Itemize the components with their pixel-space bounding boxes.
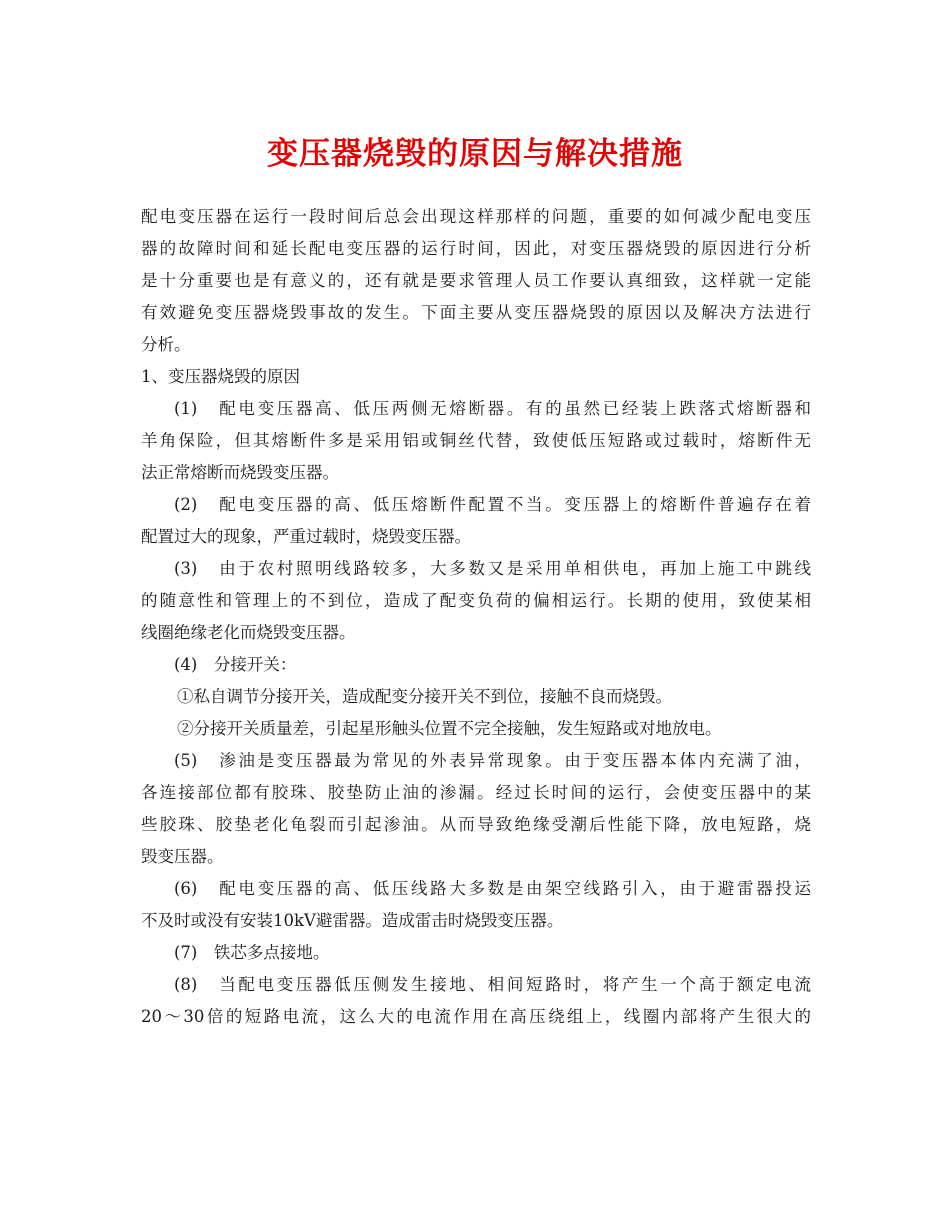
text-line: 20～30倍的短路电流，这么大的电流作用在高压绕组上，线圈内部将产生很大的	[141, 1007, 811, 1026]
text-line: ①私自调节分接开关，造成配变分接开关不到位，接触不良而烧毁。	[177, 687, 672, 706]
text-line: 各连接部位都有胶珠、胶垫防止油的渗漏。经过长时间的运行，会使变压器中的某	[141, 783, 811, 802]
text-line: 线圈绝缘老化而烧毁变压器。	[141, 623, 356, 642]
text-line: 有效避免变压器烧毁事故的发生。下面主要从变压器烧毁的原因以及解决方法进行	[141, 303, 811, 322]
text-line: 法正常熔断而烧毁变压器。	[141, 463, 339, 482]
text-line: 配置过大的现象，严重过载时，烧毁变压器。	[141, 527, 471, 546]
text-line: 不及时或没有安装10kV避雷器。造成雷击时烧毁变压器。	[141, 911, 564, 930]
text-line: (6) 配电变压器的高、低压线路大多数是由架空线路引入，由于避雷器投运	[174, 879, 811, 898]
text-line: (1) 配电变压器高、低压两侧无熔断器。有的虽然已经装上跌落式熔断器和	[174, 399, 811, 418]
text-line: 的随意性和管理上的不到位，造成了配变负荷的偏相运行。长期的使用，致使某相	[141, 591, 811, 610]
document-title: 变压器烧毁的原因与解决措施	[267, 136, 683, 172]
document-body	[141, 201, 811, 1033]
text-line: 羊角保险，但其熔断件多是采用铝或铜丝代替，致使低压短路或过载时，熔断件无	[141, 431, 811, 450]
text-line: 配电变压器在运行一段时间后总会出现这样那样的问题，重要的如何减少配电变压	[141, 207, 811, 226]
text-line: 器的故障时间和延长配电变压器的运行时间，因此，对变压器烧毁的原因进行分析	[141, 239, 811, 258]
text-line: 毁变压器。	[141, 847, 224, 866]
text-line: ②分接开关质量差，引起星形触头位置不完全接触，发生短路或对地放电。	[177, 719, 722, 738]
text-line: (4) 分接开关：	[174, 655, 297, 674]
text-line: (3) 由于农村照明线路较多，大多数又是采用单相供电，再加上施工中跳线	[174, 559, 811, 578]
text-line: 是十分重要也是有意义的，还有就是要求管理人员工作要认真细致，这样就一定能	[141, 271, 811, 290]
text-line: 些胶珠、胶垫老化龟裂而引起渗油。从而导致绝缘受潮后性能下降，放电短路，烧	[141, 815, 811, 834]
text-line: 分析。	[141, 335, 191, 354]
text-line: (8) 当配电变压器低压侧发生接地、相间短路时，将产生一个高于额定电流	[174, 975, 811, 994]
text-line: (7) 铁芯多点接地。	[174, 943, 330, 962]
text-line: (2) 配电变压器的高、低压熔断件配置不当。变压器上的熔断件普遍存在着	[174, 495, 811, 514]
text-line: 1、变压器烧毁的原因	[141, 367, 300, 386]
text-line: (5) 渗油是变压器最为常见的外表异常现象。由于变压器本体内充满了油，	[174, 751, 811, 770]
